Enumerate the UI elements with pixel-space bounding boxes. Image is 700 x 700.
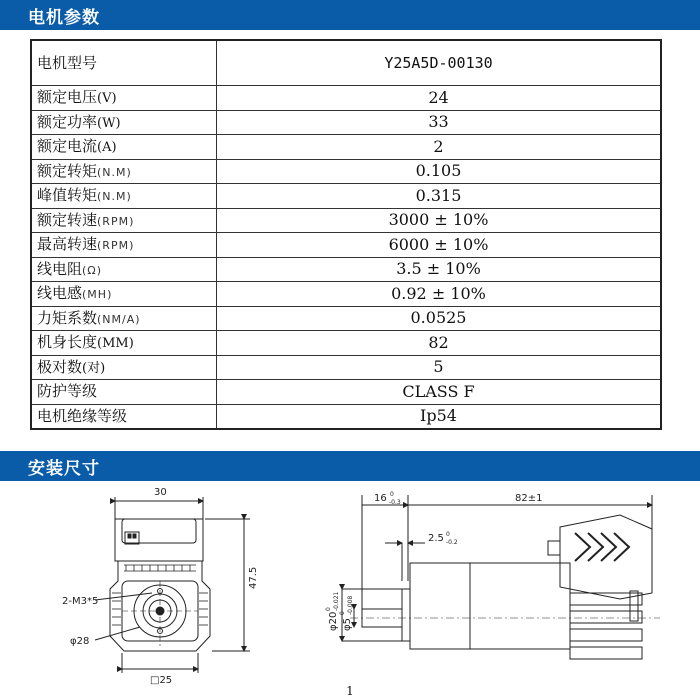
spec-value: 5 [217, 355, 662, 380]
spec-label [31, 404, 217, 429]
spec-value: 2 [217, 135, 662, 160]
spec-row [31, 184, 661, 209]
spec-unit: (N.M) [97, 165, 132, 179]
spec-value: Y25A5D-00130 [217, 40, 662, 86]
spec-unit: (MM) [97, 336, 134, 352]
spec-label [31, 208, 217, 233]
spec-value: 6000 ± 10% [217, 233, 662, 258]
page-number: 1 [346, 684, 354, 698]
section-header-motor-params [0, 0, 700, 30]
dim-width: 30 [154, 487, 167, 498]
spec-label-text: 最高转速 [37, 235, 98, 254]
spec-row [31, 40, 661, 86]
spec-row [31, 233, 661, 258]
spec-value: 0.92 ± 10% [217, 282, 662, 307]
spec-label-text: 机身长度 [37, 333, 98, 352]
spec-table [30, 39, 662, 430]
spec-label [31, 135, 217, 160]
spec-row [31, 306, 661, 331]
spec-label-text: 额定电压 [37, 88, 98, 107]
spec-row [31, 257, 661, 282]
spec-value: 3.5 ± 10% [217, 257, 662, 282]
spec-row [31, 159, 661, 184]
spec-row [31, 110, 661, 135]
spec-value: 33 [217, 110, 662, 135]
spec-row [31, 86, 661, 111]
spec-label [31, 331, 217, 356]
spec-value: 0.105 [217, 159, 662, 184]
spec-label [31, 233, 217, 258]
dim-step: 2.5 [428, 533, 444, 544]
side-view [342, 495, 660, 659]
spec-unit: (N.M) [97, 190, 132, 204]
spec-label-text: 电机绝缘等级 [37, 406, 128, 425]
spec-unit: (RPM) [97, 214, 135, 228]
spec-label-text: 极对数 [37, 357, 83, 376]
flange-dim: □25 [150, 675, 173, 686]
spec-label [31, 380, 217, 405]
section-header-install-dims [0, 451, 700, 481]
spec-label-text: 线电感 [37, 284, 83, 303]
spec-unit: (W) [97, 115, 121, 131]
spec-value: 24 [217, 86, 662, 111]
spec-unit: (V) [97, 91, 117, 107]
spec-label [31, 40, 217, 86]
spec-value: Ip54 [217, 404, 662, 429]
spec-row [31, 282, 661, 307]
spec-unit: (NM/A) [97, 312, 141, 326]
spec-row [31, 331, 661, 356]
svg-text:-0.2: -0.2 [446, 539, 458, 546]
section-title: 电机参数 [28, 7, 100, 28]
dim-shaft-length: 16 [374, 493, 387, 504]
spec-label-text: 防护等级 [37, 382, 98, 401]
spec-label-text: 电机型号 [37, 53, 98, 72]
spec-label-text: 额定功率 [37, 112, 98, 131]
pilot-dia: φ28 [70, 636, 90, 647]
spec-label [31, 184, 217, 209]
spec-row [31, 380, 661, 405]
spec-label [31, 257, 217, 282]
spec-unit: (A) [97, 140, 117, 156]
svg-text:0: 0 [325, 607, 332, 611]
spec-row [31, 135, 661, 160]
spec-label [31, 110, 217, 135]
spec-value: 0.315 [217, 184, 662, 209]
dim-boss-dia: φ20 [328, 611, 339, 631]
spec-label-text: 额定转速 [37, 210, 98, 229]
spec-label-text: 额定电流 [37, 137, 98, 156]
spec-label [31, 282, 217, 307]
spec-unit: (RPM) [97, 239, 135, 253]
svg-text:0: 0 [339, 611, 346, 615]
svg-text:-0.3: -0.3 [389, 499, 401, 506]
spec-label [31, 306, 217, 331]
screw-note: 2-M3*5 [62, 596, 99, 607]
svg-text:0: 0 [390, 491, 394, 498]
spec-value: 0.0525 [217, 306, 662, 331]
spec-label [31, 355, 217, 380]
spec-unit: (对) [82, 360, 106, 376]
spec-row [31, 208, 661, 233]
dim-length: 82±1 [515, 493, 543, 504]
spec-label-text: 额定转矩 [37, 161, 98, 180]
spec-label-text: 峰值转矩 [37, 186, 98, 205]
installation-drawing [0, 481, 700, 686]
spec-unit: (MH) [82, 288, 113, 302]
spec-row [31, 355, 661, 380]
spec-label [31, 159, 217, 184]
section-title: 安装尺寸 [28, 458, 100, 479]
spec-label-text: 力矩系数 [37, 308, 98, 327]
svg-text:0: 0 [446, 531, 450, 538]
dim-height: 47.5 [248, 566, 259, 589]
dim-shaft-dia: φ5 [342, 618, 353, 631]
svg-text:-0.021: -0.021 [333, 591, 340, 611]
spec-row [31, 404, 661, 429]
spec-value: CLASS F [217, 380, 662, 405]
spec-value: 82 [217, 331, 662, 356]
spec-value: 3000 ± 10% [217, 208, 662, 233]
spec-label [31, 86, 217, 111]
front-view [95, 497, 250, 673]
spec-unit: (Ω) [82, 263, 103, 277]
spec-label-text: 线电阻 [37, 259, 83, 278]
svg-text:-0.008: -0.008 [347, 595, 354, 615]
